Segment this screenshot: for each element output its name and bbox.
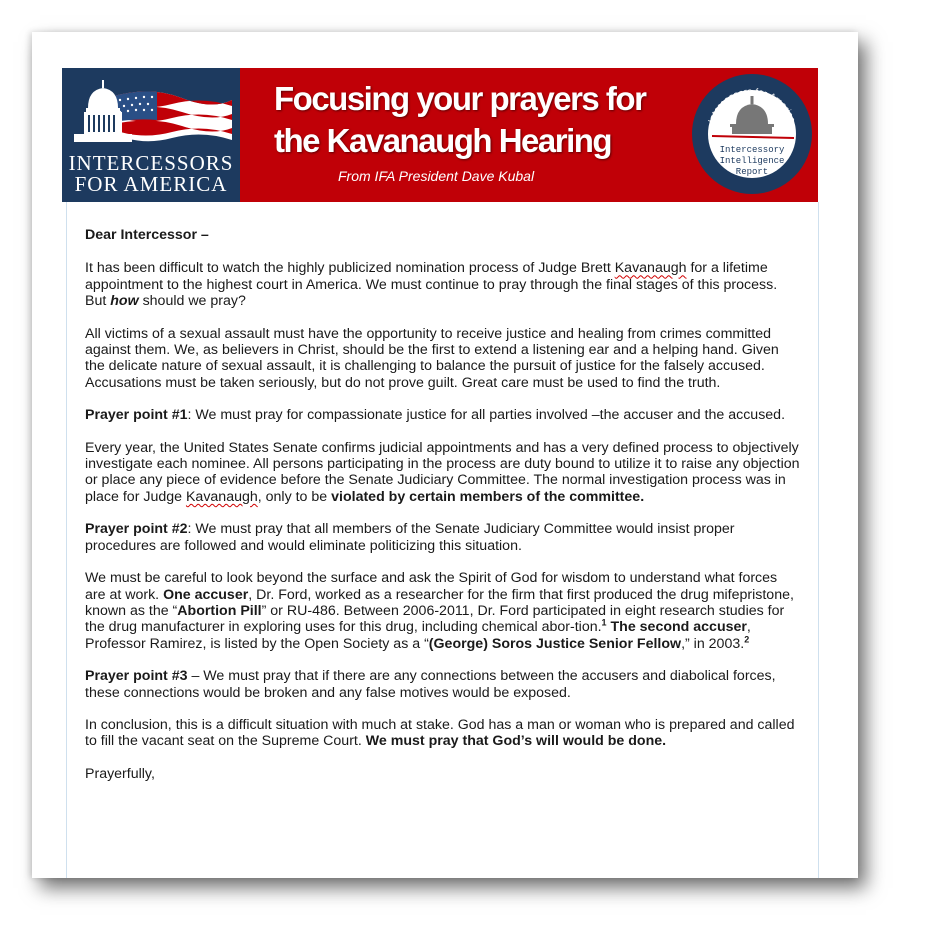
seal-line-3: Report — [735, 167, 769, 177]
header-banner — [62, 68, 818, 202]
paragraph-senate — [85, 440, 801, 506]
logo-line-2: FOR AMERICA — [74, 172, 228, 196]
bold-run: Abortion Pill — [177, 602, 262, 619]
text-run: – We must pray that if there are any connections between the accusers and diabolical forces, these connections would be broken and any false motives would be exposed. — [85, 668, 776, 701]
banner-title — [274, 78, 694, 162]
prayer-point-label: Prayer point #3 — [85, 668, 188, 685]
text-run: ,” in 2003. — [681, 635, 745, 652]
banner-title-line-2: the Kavanaugh Hearing — [274, 122, 612, 159]
emphasis-how: how — [110, 293, 139, 310]
margin-guide-left — [66, 202, 67, 878]
prayer-point-2 — [85, 521, 801, 554]
text-run: : We must pray that all members of the Senate Judiciary Committee would insist proper procedures are followed and would eliminate politicizing this situation. — [85, 521, 735, 554]
document-page — [32, 32, 858, 878]
prayer-point-label: Prayer point #2 — [85, 521, 188, 538]
banner-title-line-1: Focusing your prayers for — [274, 80, 646, 117]
text-run: , Dr. Ford, worked as a researcher for the firm that first produced the drug mifepristone, known as the “ — [85, 586, 794, 619]
bold-run: violated by certain members of the committee. — [331, 488, 645, 505]
text-run: should we pray? — [138, 293, 246, 310]
capitol-flag-icon — [62, 68, 240, 158]
text-run: , Professor Ramirez, is listed by the Open Society as a “ — [85, 619, 751, 652]
text-run: Every year, the United States Senate confirms judicial appointments and has a very defined process to objectively investigate each nominee. All persons participating in the process are duty bound to utilize it to raise any objection or place any piece of evidence before the Senate Judiciary Committee. The normal investigation process was in place for Judge — [85, 439, 800, 505]
signoff: Prayerfully, — [85, 765, 155, 782]
intelligence-report-seal — [690, 72, 814, 196]
text-run: , only to be — [257, 488, 332, 505]
seal-ring-text: Intercessors for America — [705, 85, 799, 124]
paragraph-conclusion — [85, 717, 801, 750]
text-run: It has been difficult to watch the highly publicized nomination process of Judge Brett — [85, 260, 615, 277]
bold-run: One accuser — [163, 586, 249, 603]
text-run: ” or RU-486. Between 2006-2011, Dr. Ford participated in eight research studies for the drug manufacturer in exploring uses for this drug, including chemical abor-tion. — [85, 602, 785, 636]
paragraph-intro — [85, 260, 801, 309]
text-run: : We must pray for compassionate justice for all parties involved –the accuser and the accused. — [187, 407, 786, 424]
greeting: Dear Intercessor – — [85, 227, 209, 243]
bold-run: (George) Soros Justice Senior Fellow — [428, 635, 682, 652]
spellcheck-word: Kavanaugh — [614, 260, 687, 277]
bold-run: The second accuser — [606, 619, 747, 636]
text-run: In conclusion, this is a difficult situation with much at stake. God has a man or woman who is prepared and called to fill the vacant seat on the Supreme Court. — [85, 716, 795, 750]
letter-body — [85, 227, 801, 798]
spellcheck-word: Kavanaugh — [185, 488, 258, 505]
footnote-ref: 2 — [744, 633, 750, 644]
prayer-point-3 — [85, 668, 801, 701]
ifa-logo — [62, 68, 240, 202]
prayer-point-1 — [85, 407, 801, 423]
footnote-ref: 1 — [601, 617, 607, 628]
text-run: We must be careful to look beyond the surface and ask the Spirit of God for wisdom to understand what forces are at work. — [85, 570, 778, 603]
banner-subtitle: From IFA President Dave Kubal — [338, 168, 535, 184]
prayer-point-label: Prayer point #1 — [85, 407, 188, 424]
bold-run: We must pray that God’s will would be done. — [365, 733, 667, 750]
seal-line-2: Intelligence — [719, 156, 785, 166]
text-run: for a lifetime appointment to the highest court in America. We must continue to pray through the final stages of this process. But — [85, 260, 778, 310]
paragraph-victims: All victims of a sexual assault must have the opportunity to receive justice and healing from crimes committed against them. We, as believers in Christ, should be the first to extend a listening ear and a helping hand. Given the delicate nature of sexual assault, it is challenging to balance the pursuit of justice for the falsely accused. Accusations must be taken seriously, but do not prove guilt. Great care must be used to find the truth. — [85, 325, 779, 391]
margin-guide-right — [818, 202, 819, 878]
seal-line-1: Intercessory — [719, 145, 785, 155]
logo-line-1: INTERCESSORS — [68, 151, 234, 175]
paragraph-accusers — [85, 570, 801, 652]
